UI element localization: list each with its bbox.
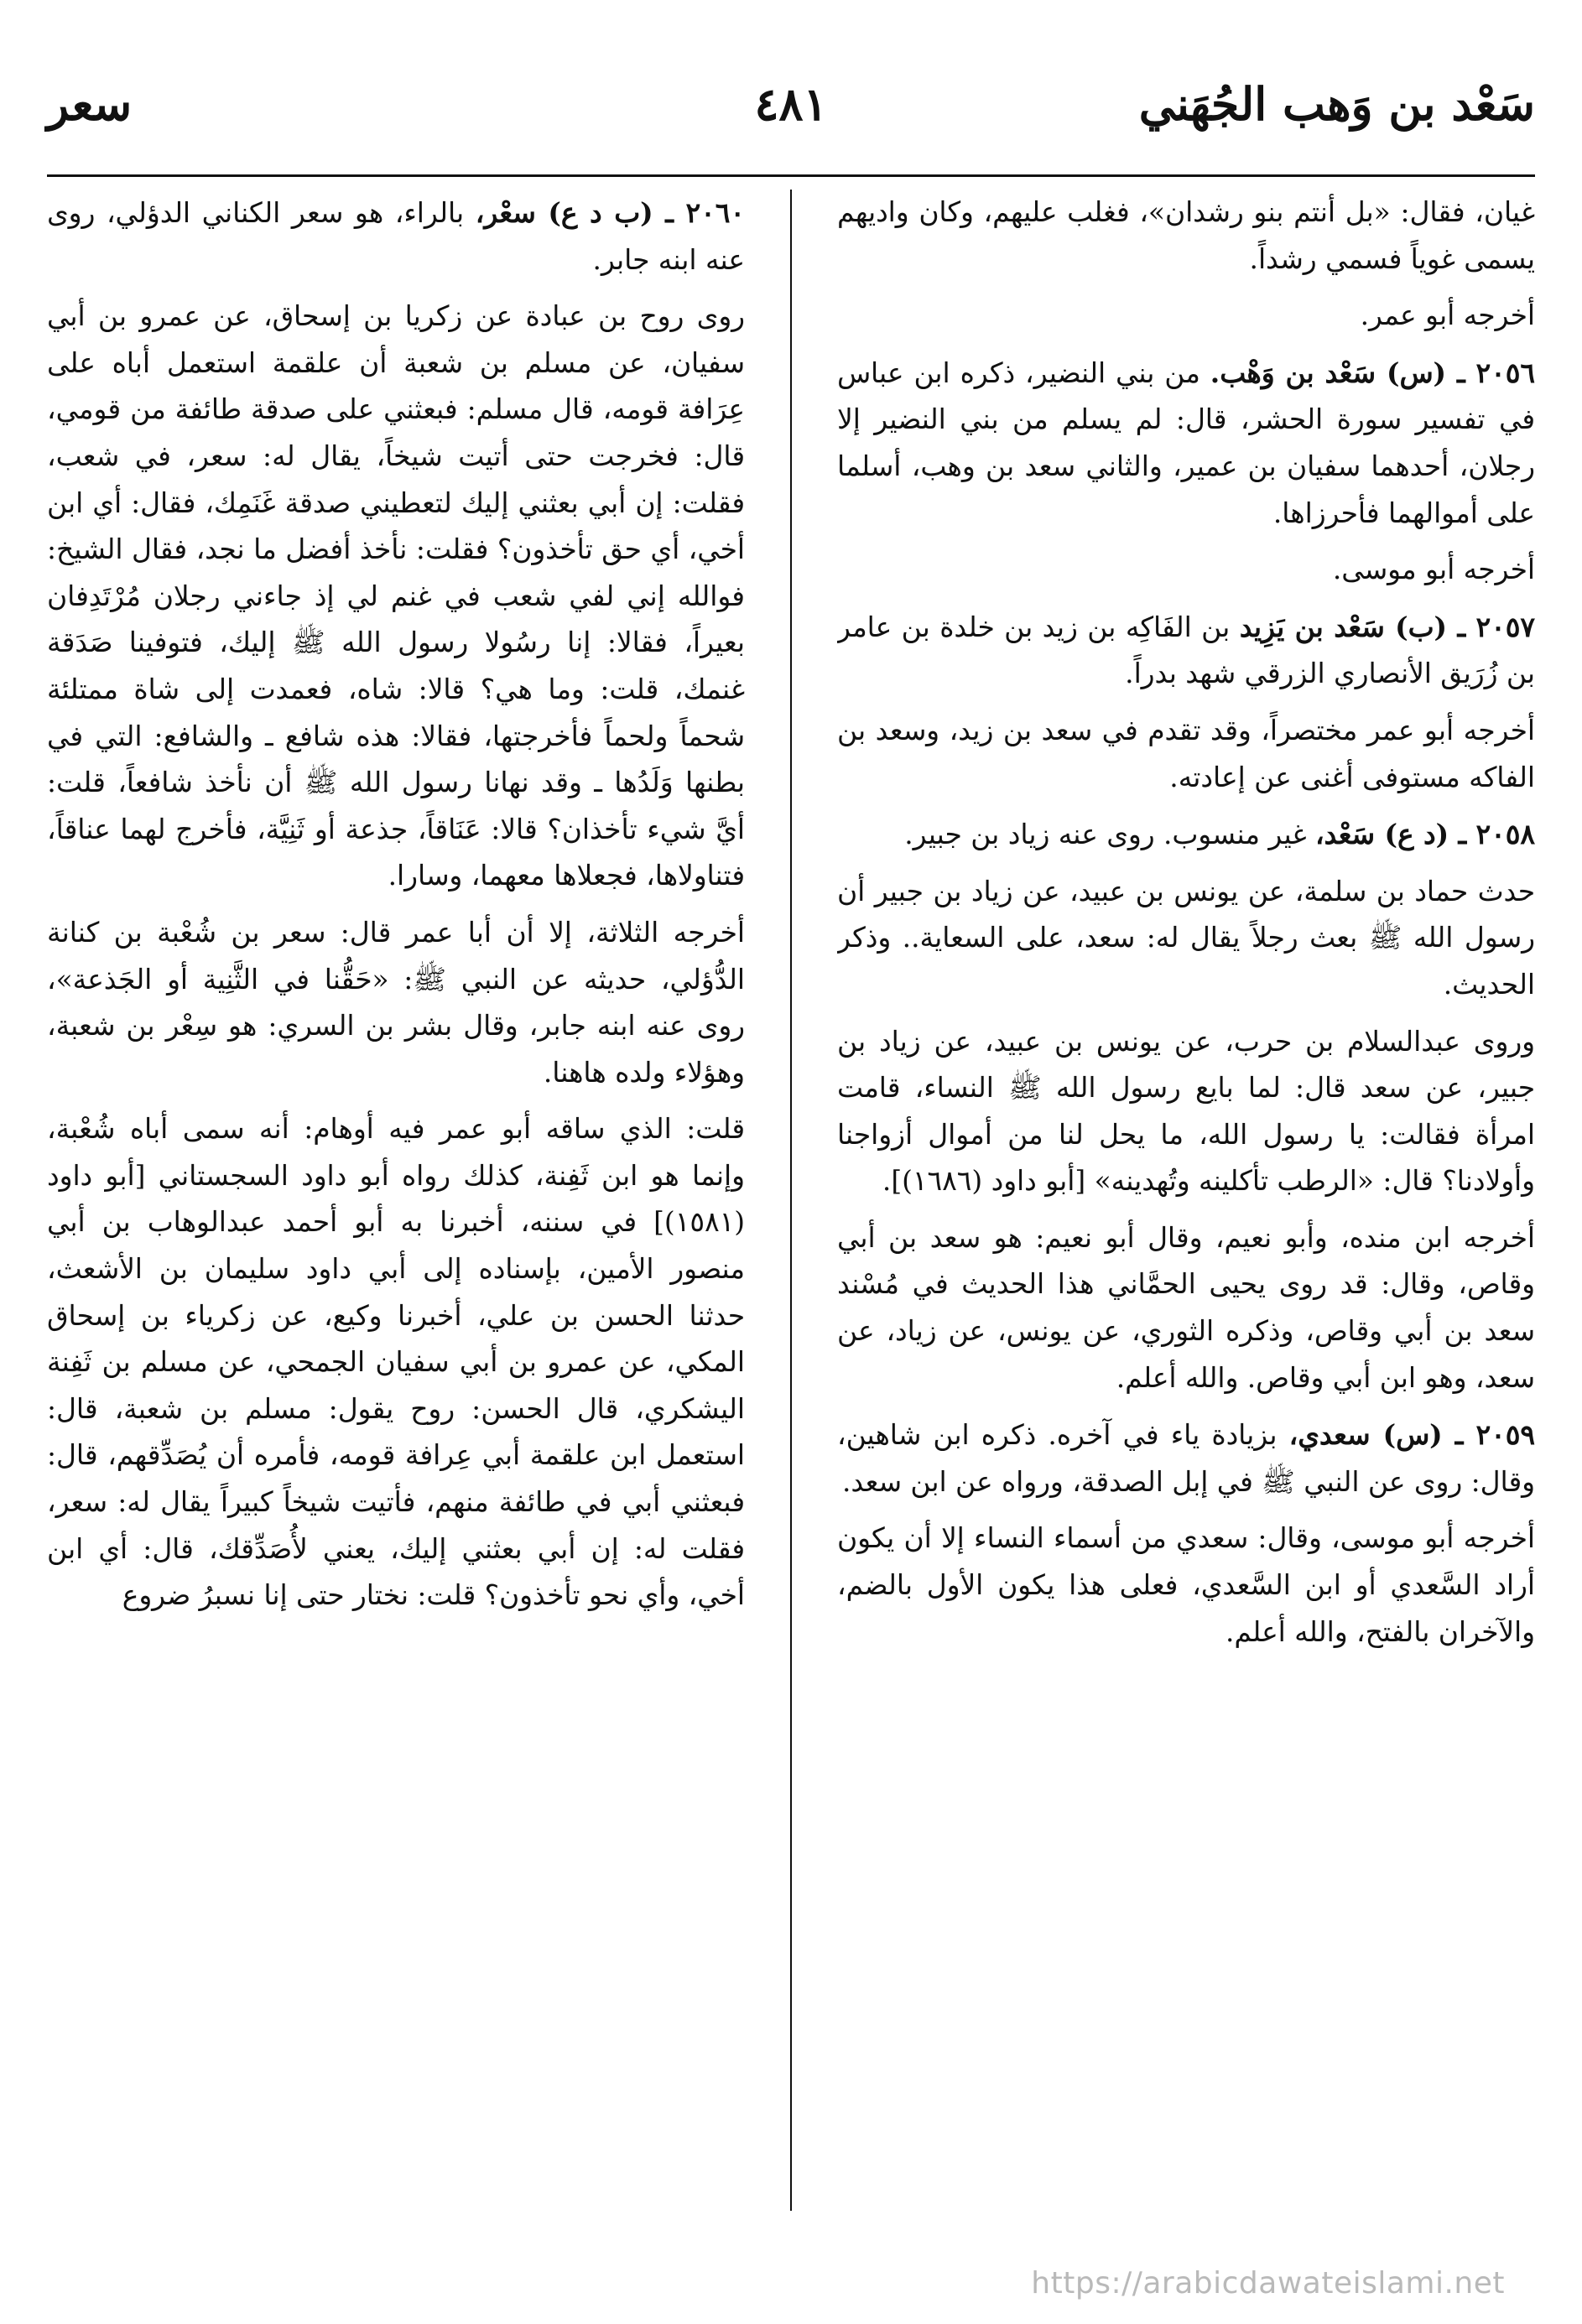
paragraph bbox=[837, 547, 1535, 594]
paragraph bbox=[837, 811, 1535, 859]
paragraph bbox=[837, 708, 1535, 801]
right-column bbox=[837, 190, 1535, 2211]
paragraph-text: أخرجه أبو عمر مختصراً، وقد تقدم في سعد بن زيد، وسعد بن الفاكه مستوفى أغنى عن إعادته. bbox=[837, 714, 1535, 793]
watermark-url: https://arabicdawateislami.net bbox=[1031, 2266, 1505, 2301]
entry-heading: ٢٠٥٧ ـ (ب) سَعْد بن يَزِيد bbox=[1239, 610, 1535, 643]
paragraph-text: بزيادة ياء في آخره. ذكره ابن شاهين، وقال: روى عن النبي ﷺ في إبل الصدقة، ورواه عن ابن سعد. bbox=[837, 1419, 1535, 1498]
page-number: ٤٨١ bbox=[754, 77, 828, 131]
paragraph-text: قلت: الذي ساقه أبو عمر فيه أوهام: أنه سمى أباه شُعْبة، وإنما هو ابن ثَفِنة، كذلك رواه أبو داود السجستاني [أبو داود (١٥٨١)] في سننه، أخبرنا به أبو أحمد عبدالوهاب بن أبي منصور الأمين، بإسناده إلى أبي داود سليمان بن الأشعث، حدثنا الحسن بن علي، أخبرنا وكيع، عن زكرياء بن إسحاق المكي، عن عمرو بن أبي سفيان الجمحي، عن مسلم بن ثَفِنة اليشكري، قال الحسن: روح يقول: مسلم بن شعبة، قال: استعمل ابن علقمة أبي عِرافة قومه، فأمره أن يُصَدِّقهم، قال: فبعثني أبي في طائفة منهم، فأتيت شيخاً كبيراً يقال له: سعر، فقلت له: إن أبي بعثني إليك، يعني لأُصَدِّقك، قال: أي ابن أخي، وأي نحو تأخذون؟ قلت: نختار حتى إنا نسبرُ ضروع bbox=[47, 1113, 745, 1612]
running-title: سَعْد بن وَهب الجُهَني bbox=[1138, 77, 1535, 131]
paragraph-text: أخرجه أبو عمر. bbox=[1360, 299, 1535, 332]
paragraph bbox=[837, 293, 1535, 340]
paragraph bbox=[837, 1412, 1535, 1505]
paragraph bbox=[47, 1106, 745, 1620]
paragraph bbox=[47, 190, 745, 283]
paragraph-text: أخرجه ابن منده، وأبو نعيم، وقال أبو نعيم: هو سعد بن أبي وقاص، وقال: قد روى يحيى الحمَّاني هذا الحديث في مُسْند سعد بن أبي وقاص، وذكره الثوري، عن يونس، عن زياد، عن سعد، وهو ابن أبي وقاص. والله أعلم. bbox=[837, 1221, 1535, 1394]
page-header bbox=[47, 77, 1535, 169]
paragraph bbox=[47, 910, 745, 1096]
paragraph bbox=[837, 190, 1535, 283]
left-column bbox=[47, 190, 745, 2211]
column-divider bbox=[790, 190, 792, 2211]
paragraph bbox=[837, 604, 1535, 698]
paragraph bbox=[837, 350, 1535, 537]
paragraph-text: حدث حماد بن سلمة، عن يونس بن عبيد، عن زياد بن جبير أن رسول الله ﷺ بعث رجلاً يقال له: سعد، على السعاية.. وذكر الحديث. bbox=[837, 875, 1535, 1001]
paragraph-text: أخرجه أبو موسى، وقال: سعدي من أسماء النساء إلا أن يكون أراد السَّعدي أو ابن السَّعدي، فعلى هذا يكون الأول بالضم، والآخران بالفتح، والله أعلم. bbox=[837, 1522, 1535, 1648]
paragraph-text: من بني النضير، ذكره ابن عباس في تفسير سورة الحشر، قال: لم يسلم من بني النضير إلا رجلان، أحدهما سفيان بن عمير، والثاني سعد بن وهب، أسلما على أموالهما فأحرزاها. bbox=[837, 356, 1535, 529]
paragraph bbox=[837, 1019, 1535, 1205]
paragraph-text: روى روح بن عبادة عن زكريا بن إسحاق، عن عمرو بن أبي سفيان، عن مسلم بن شعبة أن علقمة استعمل أباه على عِرَافة قومه، قال مسلم: فبعثني على صدقة طائفة من قومي، قال: فخرجت حتى أتيت شيخاً، يقال له: سعر، في شعب، فقلت: إن أبي بعثني إليك لتعطيني صدقة غَنَمِك، فقال: أي ابن أخي، أي حق تأخذون؟ فقلت: نأخذ أفضل ما نجد، فقال الشيخ: فوالله إني لفي شعب في غنم لي إذ جاءني رجلان مُرْتَدِفان بعيراً، فقالا: إنا رسُولا رسول الله ﷺ إليك، فتوفينا صَدَقة غنمك، قلت: وما هي؟ قالا: شاه، فعمدت إلى شاة ممتلئة شحماً ولحماً فأخرجتها، فقالا: هذه شافع ـ والشافع: التي في بطنها وَلَدُها ـ وقد نهانا رسول الله ﷺ أن نأخذ شافعاً، قلت: أيَّ شيء تأخذان؟ قالا: عَنَاقاً، جذعة أو ثَنِيَّة، فأخرج لهما عناقاً، فتناولاها، فجعلاها معهما، وسارا. bbox=[47, 300, 745, 892]
entry-heading: ٢٠٥٨ ـ (د ع) سَعْد، bbox=[1314, 818, 1535, 851]
paragraph-text: أخرجه أبو موسى. bbox=[1332, 554, 1535, 586]
paragraph-text: غيان، فقال: «بل أنتم بنو رشدان»، فغلب عليهم، وكان واديهم يسمى غوياً فسمي رشداً. bbox=[837, 196, 1535, 275]
paragraph-text: بن الفَاكِه بن زيد بن خلدة بن عامر بن زُرَيق الأنصاري الزرقي شهد بدراً. bbox=[837, 611, 1535, 690]
paragraph-text: غير منسوب. روى عنه زياد بن جبير. bbox=[904, 819, 1315, 851]
paragraph bbox=[837, 1516, 1535, 1656]
paragraph-text: بالراء، هو سعر الكناني الدؤلي، روى عنه ابنه جابر. bbox=[47, 197, 745, 276]
paragraph-text: وروى عبدالسلام بن حرب، عن يونس بن عبيد، عن زياد بن جبير، عن سعد قال: لما بايع رسول الله ﷺ النساء، قامت امرأة فقالت: يا رسول الله، ما يحل لنا من أموال أزواجنا وأولادنا؟ قال: «الرطب تأكلينه وتُهدينه» [أبو داود (١٦٨٦)]. bbox=[837, 1025, 1535, 1198]
paragraph-text: أخرجه الثلاثة، إلا أن أبا عمر قال: سعر بن شُعْبة بن كنانة الدُّؤلي، حديثه عن النبي ﷺ: «حَقُّنا في الثَّنِية أو الجَذعة»، روى عنه ابنه جابر، وقال بشر بن السري: هو سِعْر بن شعبة، وهؤلاء ولده هاهنا. bbox=[47, 916, 745, 1089]
header-rule bbox=[47, 174, 1535, 177]
paragraph bbox=[837, 869, 1535, 1009]
running-word: سعر bbox=[47, 77, 133, 131]
entry-heading: ٢٠٥٦ ـ (س) سَعْد بن وَهْب. bbox=[1210, 356, 1535, 389]
entry-heading: ٢٠٦٠ ـ (ب د ع) سعْر، bbox=[475, 196, 745, 229]
entry-heading: ٢٠٥٩ ـ (س) سعدي، bbox=[1288, 1418, 1535, 1452]
paragraph bbox=[837, 1215, 1535, 1401]
paragraph bbox=[47, 294, 745, 900]
